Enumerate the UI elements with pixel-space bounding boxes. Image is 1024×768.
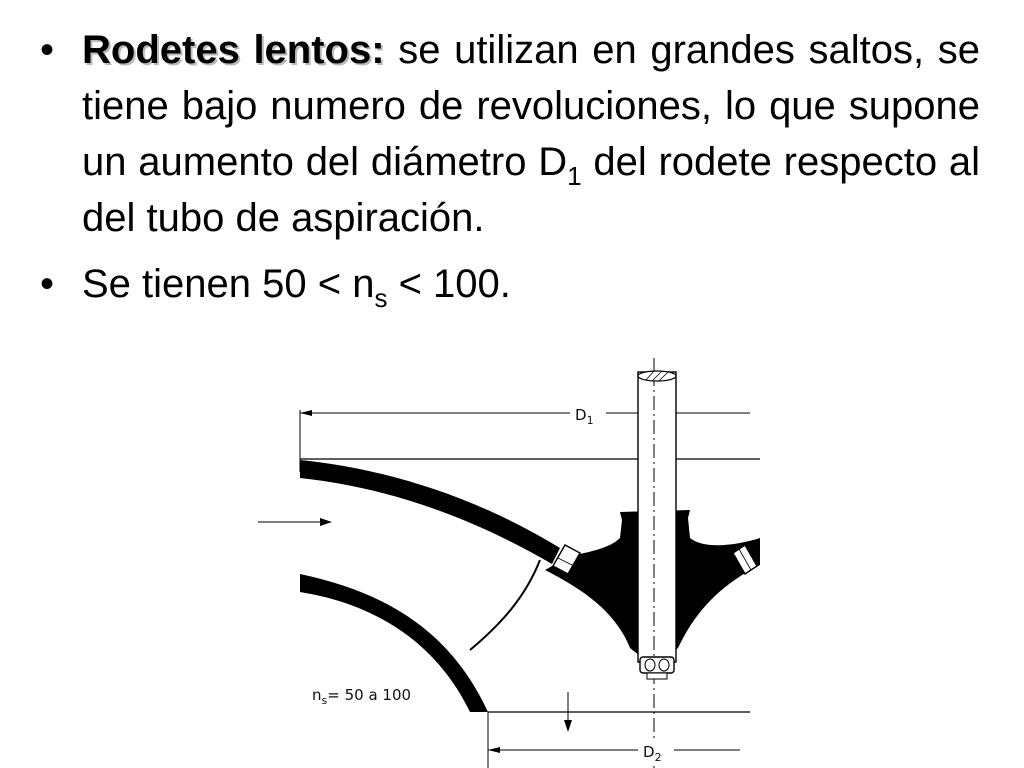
runner-cross-section-figure: [250, 350, 770, 768]
blade-outline: [470, 560, 540, 650]
bullet-slow-runners: [40, 22, 980, 246]
outflow-arrowhead: [564, 720, 572, 732]
bullet-text-part-1: se utilizan en grandes saltos, se tiene bajo numero de revoluciones, lo que supone un aumento del diámetro D: [82, 28, 980, 184]
bullet-text-part-2: del rodete respecto al del tubo de aspiración.: [82, 140, 980, 240]
runner-shaft: [638, 372, 676, 662]
specific-speed-label: $n_s= 50$ a 100: [312, 686, 412, 707]
bullet-term: Rodetes lentos:: [82, 28, 385, 72]
runner-crown: [300, 460, 560, 564]
d2-label: $D_2$: [643, 743, 662, 764]
d1-arrowhead: [300, 410, 312, 416]
nut-washer: [647, 673, 667, 679]
bullet-ns-range: [40, 256, 980, 312]
inflow-arrowhead: [320, 518, 332, 526]
bullet-dot: •: [40, 28, 55, 72]
bullet-list: [40, 22, 980, 312]
bullet-text-part-1: Se tienen 50 < n: [82, 262, 375, 306]
bullet-text-part-2: < 100.: [387, 262, 511, 306]
subscript-1: 1: [567, 161, 582, 191]
bullet-dot: •: [40, 262, 55, 306]
runner-cross-section-drawing: [250, 350, 770, 768]
d1-label: $D_1$: [575, 406, 594, 427]
subscript-s: s: [374, 283, 388, 313]
d2-arrowhead: [488, 747, 500, 753]
